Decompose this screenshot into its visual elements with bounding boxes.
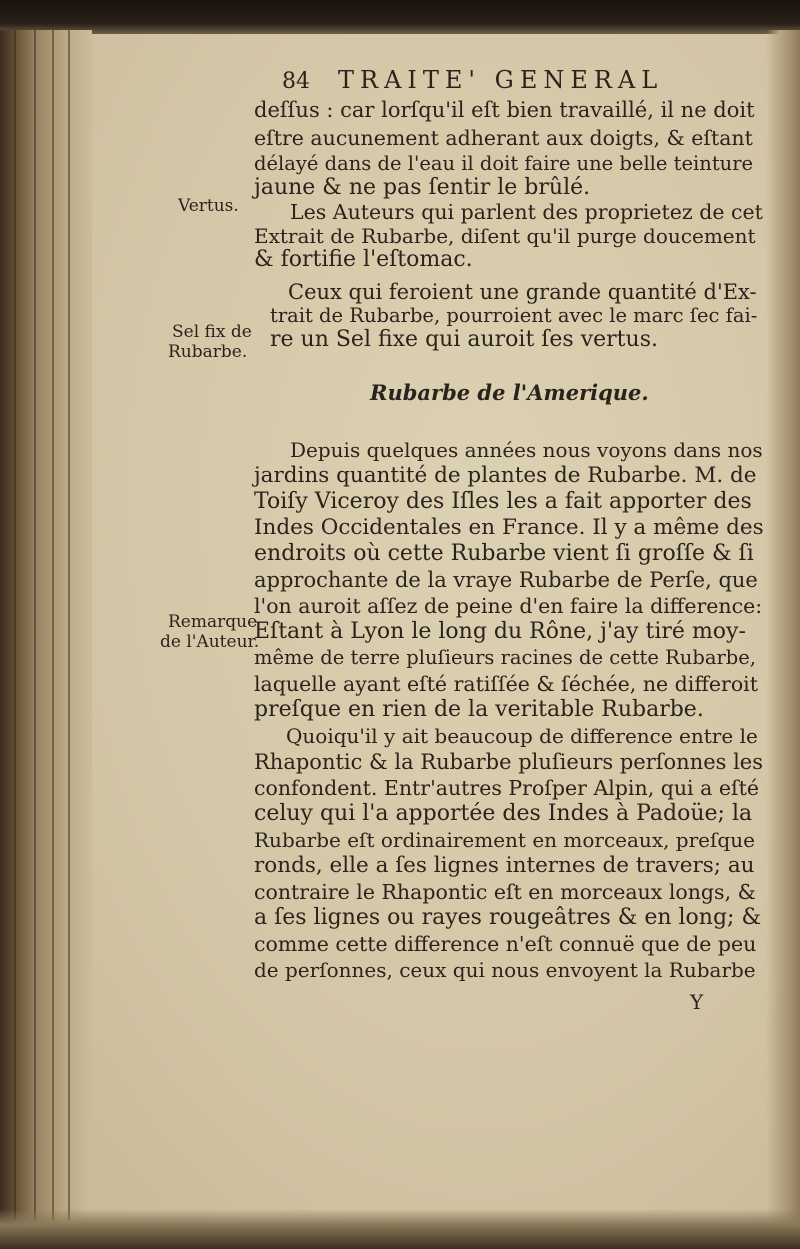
text-line: Les Auteurs qui parlent des proprietez de cet [290, 200, 763, 224]
text-line: même de terre pluſieurs racines de cette Rubarbe, [254, 646, 756, 669]
text-line: re un Sel fixe qui auroit ſes vertus. [270, 327, 658, 352]
text-line: preſque en rien de la veritable Rubarbe. [254, 697, 704, 722]
text-line: laquelle ayant eſté ratiſſée & ſéchée, ne differoit [254, 672, 758, 696]
text-line: Quoiqu'il y ait beaucoup de difference entre le [286, 724, 758, 748]
text-line: comme cette difference n'eſt connuë que de peu [254, 932, 757, 956]
catchword: Y [690, 990, 704, 1014]
text-line: trait de Rubarbe, pourroient avec le marc ſec fai- [270, 304, 758, 327]
page-number: 84 [282, 69, 310, 94]
margin-note-sel-fix-2: Rubarbe. [168, 342, 248, 362]
text-line: jardins quantité de plantes de Rubarbe. M. de [254, 463, 757, 488]
text-line: Rubarbe eſt ordinairement en morceaux, preſque [254, 828, 755, 852]
text-line: Toiſy Viceroy des Iſles les a fait apporter des [254, 489, 752, 514]
text-line: Indes Occidentales en France. Il y a même des [254, 515, 764, 540]
text-line: Eſtant à Lyon le long du Rône, j'ay tiré moy- [254, 619, 746, 644]
text-line: endroits où cette Rubarbe vient ſi groſſe & ſi [254, 541, 754, 566]
text-line: Depuis quelques années nous voyons dans nos [290, 438, 763, 462]
margin-note-vertus: Vertus. [178, 196, 239, 216]
text-line: ronds, elle a ſes lignes internes de travers; au [254, 853, 755, 878]
text-line: deſſus : car lorſqu'il eſt bien travaillé, il ne doit [254, 98, 755, 122]
text-line: jaune & ne pas ſentir le brûlé. [254, 175, 591, 200]
margin-note-remarque-1: Remarque [168, 612, 258, 632]
text-line: l'on auroit aſſez de peine d'en faire la difference: [254, 594, 763, 618]
text-line: contraire le Rhapontic eſt en morceaux longs, & [254, 880, 756, 904]
text-line: Extrait de Rubarbe, diſent qu'il purge doucement [254, 224, 756, 248]
margin-note-sel-fix-1: Sel fix de [172, 322, 252, 342]
text-line: eſtre aucunement adherant aux doigts, & eſtant [254, 126, 753, 150]
text-line: Ceux qui feroient une grande quantité d'Ex- [288, 280, 757, 304]
text-line: & fortifie l'eſtomac. [254, 247, 473, 272]
text-line: approchante de la vraye Rubarbe de Perſe, que [254, 568, 758, 592]
text-line: Rhapontic & la Rubarbe pluſieurs perſonnes les [254, 750, 764, 774]
section-heading: Rubarbe de l'Amerique. [370, 380, 649, 405]
text-line: délayé dans de l'eau il doit faire une belle teinture [254, 152, 754, 175]
margin-note-remarque-2: de l'Auteur. [160, 632, 260, 652]
text-line: celuy qui l'a apportée des Indes à Padoüe; la [254, 801, 753, 826]
text-line: de perſonnes, ceux qui nous envoyent la Rubarbe [254, 958, 756, 982]
text-line: confondent. Entr'autres Proſper Alpin, qui a eſté [254, 776, 759, 800]
running-title: TRAITE' GENERAL [338, 66, 664, 94]
text-line: a ſes lignes ou rayes rougeâtres & en long; & [254, 905, 762, 930]
